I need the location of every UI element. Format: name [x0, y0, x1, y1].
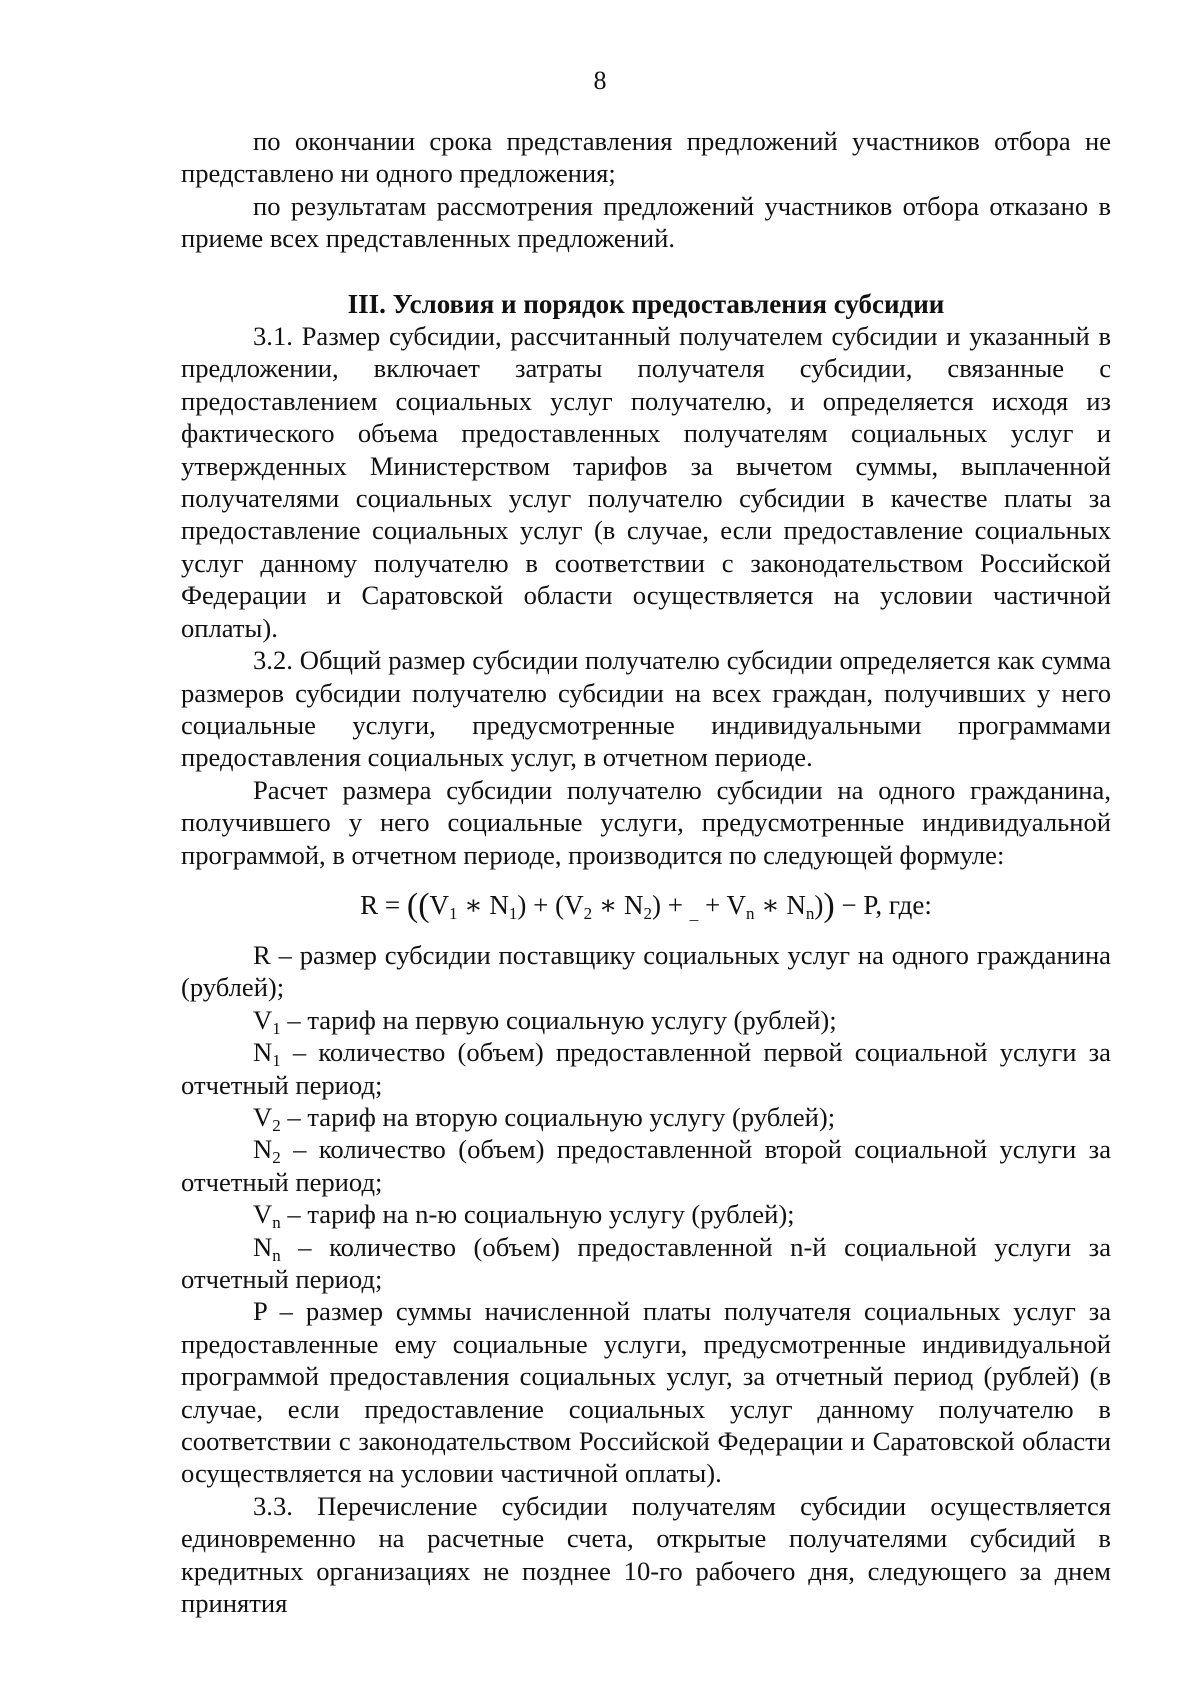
definition-symbol: P: [253, 1296, 267, 1327]
paragraph-3-1: 3.1. Размер субсидии, рассчитанный получателем субсидии и указанный в предложении, включает затраты получателя субсидии, связанные с предоставлением социальных услуг получателю, и определяется исходя из фактического объема предоставленных получателям социальных услуг и утвержденных Министерством тарифов за вычетом суммы, выплаченной получателями социальных услуг получателю субсидии в качестве платы за предоставление социальных услуг (в случае, если предоставление социальных услуг данному получателю в соответствии с законодательством Российской Федерации и Саратовской области осуществляется на условии частичной оплаты).: [181, 321, 1111, 643]
definition-symbol: V: [253, 1199, 273, 1230]
definition-item: [181, 1036, 1111, 1101]
definition-subscript: n: [272, 1213, 281, 1233]
definition-subscript: 1: [272, 1018, 281, 1038]
subsidy-formula: $R = ((V_1$ ∗ $N_1) + (V_2$ ∗ $N_2) + _{\_} + V_n$ ∗ $N_n)) - P$, где:: [360, 886, 932, 924]
definition-symbol: N: [253, 1037, 273, 1068]
page-number: 8: [593, 66, 607, 95]
definition-item: [181, 1198, 1111, 1233]
paragraph-intro-1: по окончании срока представления предложений участников отбора не представлено ни одного предложения;: [181, 126, 1111, 189]
paragraph-intro-2: по результатам рассмотрения предложений участников отбора отказано в приеме всех представленных предложений.: [181, 190, 1111, 254]
paragraph-3-2: 3.2. Общий размер субсидии получателю субсидии определяется как сумма размеров субсидии получателю субсидии на всех граждан, получивших у него социальные услуги, предусмотренные индивидуальными программами предоставления социальных услуг, в отчетном периоде.: [181, 645, 1111, 773]
definition-text: – тариф на вторую социальную услугу (рублей);: [280, 1101, 836, 1132]
section-title: III. Условия и порядок предоставления субсидии: [347, 288, 945, 319]
definition-item: [181, 939, 1111, 1004]
definition-symbol: V: [253, 1101, 273, 1132]
definition-symbol: N: [253, 1134, 273, 1165]
definition-subscript: 2: [272, 1115, 281, 1135]
definition-text: – количество (объем) предоставленной n-й социальной услуги за отчетный период;: [181, 1231, 1111, 1294]
definition-symbol: V: [253, 1004, 273, 1035]
definition-subscript: n: [272, 1245, 281, 1265]
document-body: [181, 125, 1111, 1619]
definition-item: [181, 1004, 1111, 1036]
definition-item: [181, 1295, 1111, 1489]
definition-subscript: 2: [272, 1148, 281, 1168]
definition-text: – тариф на n-ю социальную услугу (рублей);: [280, 1199, 795, 1230]
definition-text: – количество (объем) предоставленной первой социальной услуги за отчетный период;: [181, 1037, 1111, 1100]
definition-subscript: 1: [272, 1051, 281, 1071]
definition-text: – количество (объем) предоставленной второй социальной услуги за отчетный период;: [181, 1134, 1111, 1197]
paragraph-calculation: Расчет размера субсидии получателю субсидии на одного гражданина, получившего у него социальные услуги, предусмотренные индивидуальной программой, в отчетном периоде, производится по следующей формуле:: [181, 774, 1111, 870]
definition-text: – размер субсидии поставщику социальных услуг на одного гражданина (рублей);: [181, 939, 1111, 1003]
definition-symbol: N: [253, 1231, 273, 1262]
definition-text: – тариф на первую социальную услугу (рублей);: [280, 1004, 837, 1035]
definition-symbol: R: [253, 939, 271, 970]
definition-item: [181, 1133, 1111, 1198]
definition-text: – размер суммы начисленной платы получателя социальных услуг за предоставленные ему социальные услуги, предусмотренные индивидуальной программой предоставления социальных услуг, за отчетный период (рублей) (в случае, если предоставление социальных услуг данному получателю в соответствии с законодательством Российской Федерации и Саратовской области осуществляется на условии частичной оплаты).: [181, 1296, 1111, 1489]
definition-item: [181, 1101, 1111, 1133]
paragraph-3-3: 3.3. Перечисление субсидии получателям субсидии осуществляется единовременно на расчетные счета, открытые получателями субсидий в кредитных организациях не позднее 10-го рабочего дня, следующего за днем принятия: [181, 1490, 1111, 1619]
definition-item: [181, 1231, 1111, 1296]
definitions-list: [181, 939, 1111, 1490]
